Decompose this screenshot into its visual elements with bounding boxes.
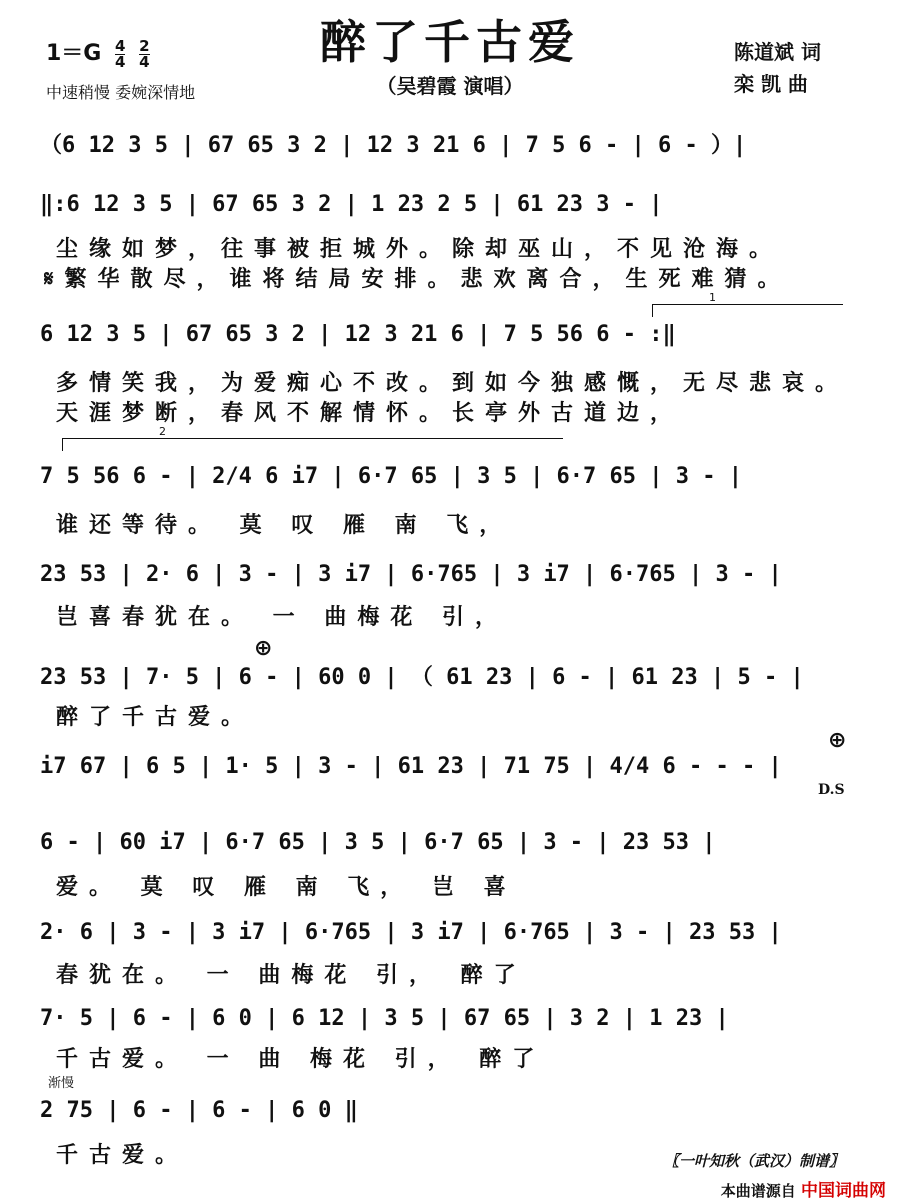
song-title: 醉了千古爱: [320, 15, 580, 69]
line2-lyric-verse2: 天涯梦断，春风不解情怀。长亭外古道边，: [56, 400, 684, 426]
time-signature-2-4: $\frac{2}{4}$: [139, 36, 150, 71]
dal-segno-mark: D.S: [818, 782, 845, 798]
line10-lyric: 千古爱。: [56, 1142, 189, 1168]
singer-credit: （吴碧霞 演唱）: [376, 74, 524, 98]
tempo-marking: 中速稍慢 委婉深情地: [46, 83, 196, 102]
line7-notes: 6 - | 60 i7 | 6·7 65 | 3 5 | 6·7 65 | 3 - | 23 53 |: [40, 830, 716, 855]
intro-notes: （6 12 3 5 | 67 65 3 2 | 12 3 21 6 | 7 5 6 - | 6 - ）|: [40, 133, 747, 158]
line8-lyric: 春犹在。 一 曲梅花 引， 醉了: [56, 962, 527, 988]
line10-notes: 2 75 | 6 - | 6 - | 6 0 ‖: [40, 1098, 358, 1123]
line9-notes: 7· 5 | 6 - | 6 0 | 6 12 | 3 5 | 67 65 | 3 2 | 1 23 |: [40, 1006, 729, 1031]
score-maker-credit: 〖一叶知秋（武汉）制谱〗: [663, 1152, 844, 1170]
line5-notes: 23 53 | 7· 5 | 6 - | 60 0 | （ 61 23 | 6 - | 61 23 | 5 - |: [40, 665, 804, 690]
line1-lyric-verse2: 𝄋繁华散尽，谁将结局安排。悲欢离合，生死难猜。: [44, 266, 791, 292]
line2-lyric-verse1: 多情笑我，为爱痴心不改。到如今独感慨，无尽悲哀。: [56, 370, 849, 396]
line7-lyric: 爱。 莫 叹 雁 南 飞， 岂 喜: [56, 874, 517, 900]
volta-bracket-2: 2: [62, 438, 563, 451]
time-signature-4-4: $\frac{4}{4}$: [115, 36, 126, 71]
line6-notes: i7 67 | 6 5 | 1· 5 | 3 - | 61 23 | 71 75 | 4/4 6 - - - |: [40, 754, 782, 779]
line3-lyric: 谁还等待。 莫 叹 雁 南 飞，: [56, 512, 513, 538]
line2-notes: 6 12 3 5 | 67 65 3 2 | 12 3 21 6 | 7 5 56 6 - :‖: [40, 322, 676, 347]
key-signature: 1＝G: [46, 41, 102, 66]
line1-lyric-verse1: 尘缘如梦，往事被拒城外。除却巫山，不见沧海。: [56, 236, 783, 262]
source-prefix: 本曲谱源自: [720, 1182, 796, 1200]
key-and-time-signature: [46, 36, 150, 70]
line5-lyric: 醉了千古爱。: [56, 704, 255, 730]
ritardando-marking: 渐慢: [48, 1076, 75, 1091]
line9-lyric: 千古爱。 一 曲 梅花 引， 醉了: [56, 1046, 546, 1072]
line4-lyric: 岂喜春犹在。 一 曲梅花 引，: [56, 604, 508, 630]
coda-sign-icon: ⊕: [828, 728, 847, 753]
line3-notes: 7 5 56 6 - | 2/4 6 i7 | 6·7 65 | 3 5 | 6·7 65 | 3 - |: [40, 464, 742, 489]
composer-credit: 栾 凯 曲: [734, 72, 808, 96]
lyricist-credit: 陈道斌 词: [734, 40, 821, 64]
line4-notes: 23 53 | 2· 6 | 3 - | 3 i7 | 6·765 | 3 i7 | 6·765 | 3 - |: [40, 562, 782, 587]
line8-notes: 2· 6 | 3 - | 3 i7 | 6·765 | 3 i7 | 6·765 | 3 - | 23 53 |: [40, 920, 782, 945]
source-site-link[interactable]: 中国词曲网: [801, 1181, 886, 1201]
source-credit: [721, 1176, 886, 1201]
volta-bracket-1: 1: [652, 304, 843, 317]
coda-sign-icon: ⊕: [254, 636, 273, 661]
line1-notes: ‖:6 12 3 5 | 67 65 3 2 | 1 23 2 5 | 61 23 3 - |: [40, 192, 663, 217]
